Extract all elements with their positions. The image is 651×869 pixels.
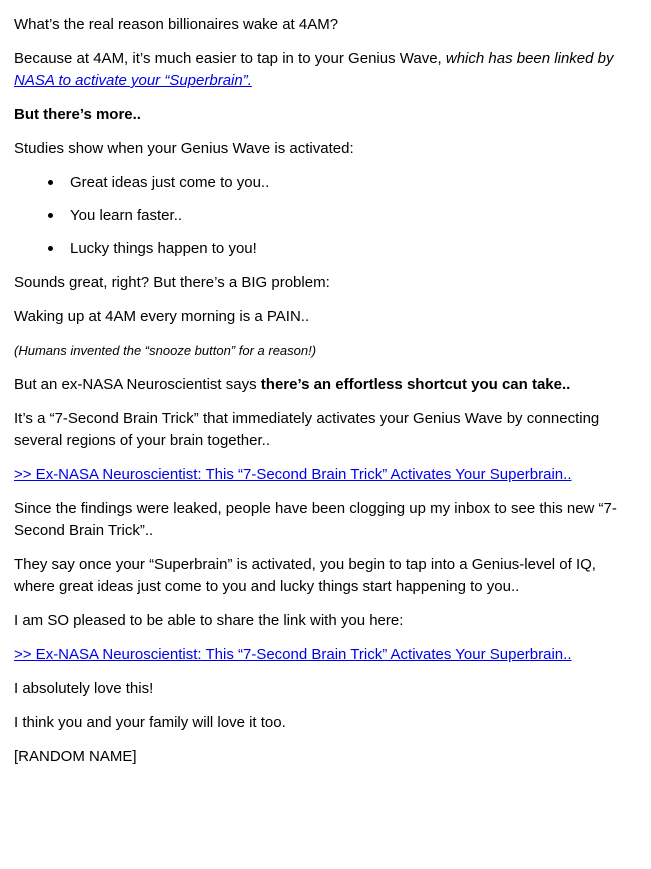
benefit-item <box>14 205 637 227</box>
genius-wave-paragraph <box>14 48 637 92</box>
genius-wave-italic-text: which has been linked by <box>445 50 614 67</box>
big-problem-paragraph: Sounds great, right? But there’s a BIG problem: <box>14 274 330 291</box>
cta-link-first[interactable]: >> Ex-NASA Neuroscientist: This “7-Second Brain Trick” Activates Your Superbrain.. <box>14 466 572 483</box>
leaked-paragraph: Since the findings were leaked, people have been clogging up my inbox to see this new “7-Second Brain Trick”.. <box>14 500 617 539</box>
studies-paragraph: Studies show when your Genius Wave is activated: <box>14 140 354 157</box>
brain-trick-paragraph: It’s a “7-Second Brain Trick” that immediately activates your Genius Wave by connecting several regions of your brain together.. <box>14 410 600 449</box>
more-teaser-bold: But there’s more.. <box>14 106 141 123</box>
hook-paragraph: What’s the real reason billionaires wake at 4AM? <box>14 16 339 33</box>
cta-paragraph-first <box>14 464 637 486</box>
cta-link-second[interactable]: >> Ex-NASA Neuroscientist: This “7-Second Brain Trick” Activates Your Superbrain.. <box>14 646 572 663</box>
genius-wave-text: Because at 4AM, it’s much easier to tap in to your Genius Wave, <box>14 50 446 67</box>
benefits-list <box>14 172 637 260</box>
love-this-paragraph: I absolutely love this! <box>14 680 154 697</box>
shortcut-text: But an ex-NASA Neuroscientist says <box>14 376 261 393</box>
superbrain-activated-paragraph: They say once your “Superbrain” is activated, you begin to tap into a Genius-level of IQ, where great ideas just come to you and lucky things start happening to you.. <box>14 556 596 595</box>
family-love-paragraph: I think you and your family will love it too. <box>14 714 286 731</box>
pain-paragraph: Waking up at 4AM every morning is a PAIN.. <box>14 308 310 325</box>
benefit-text: You learn faster.. <box>70 207 183 224</box>
nasa-superbrain-link[interactable]: NASA to activate your “Superbrain”. <box>14 72 252 89</box>
bullet-icon <box>48 246 53 251</box>
bullet-icon <box>48 213 53 218</box>
shortcut-paragraph <box>14 374 637 396</box>
benefit-text: Lucky things happen to you! <box>70 240 257 257</box>
share-link-paragraph: I am SO pleased to be able to share the link with you here: <box>14 612 404 629</box>
bullet-icon <box>48 180 53 185</box>
benefit-item <box>14 238 637 260</box>
signature-placeholder: [RANDOM NAME] <box>14 748 137 765</box>
cta-paragraph-second <box>14 644 637 666</box>
benefit-text: Great ideas just come to you.. <box>70 174 270 191</box>
snooze-note-italic: (Humans invented the “snooze button” for a reason!) <box>14 343 317 358</box>
benefit-item <box>14 172 637 194</box>
shortcut-bold-text: there’s an effortless shortcut you can take.. <box>260 376 571 393</box>
